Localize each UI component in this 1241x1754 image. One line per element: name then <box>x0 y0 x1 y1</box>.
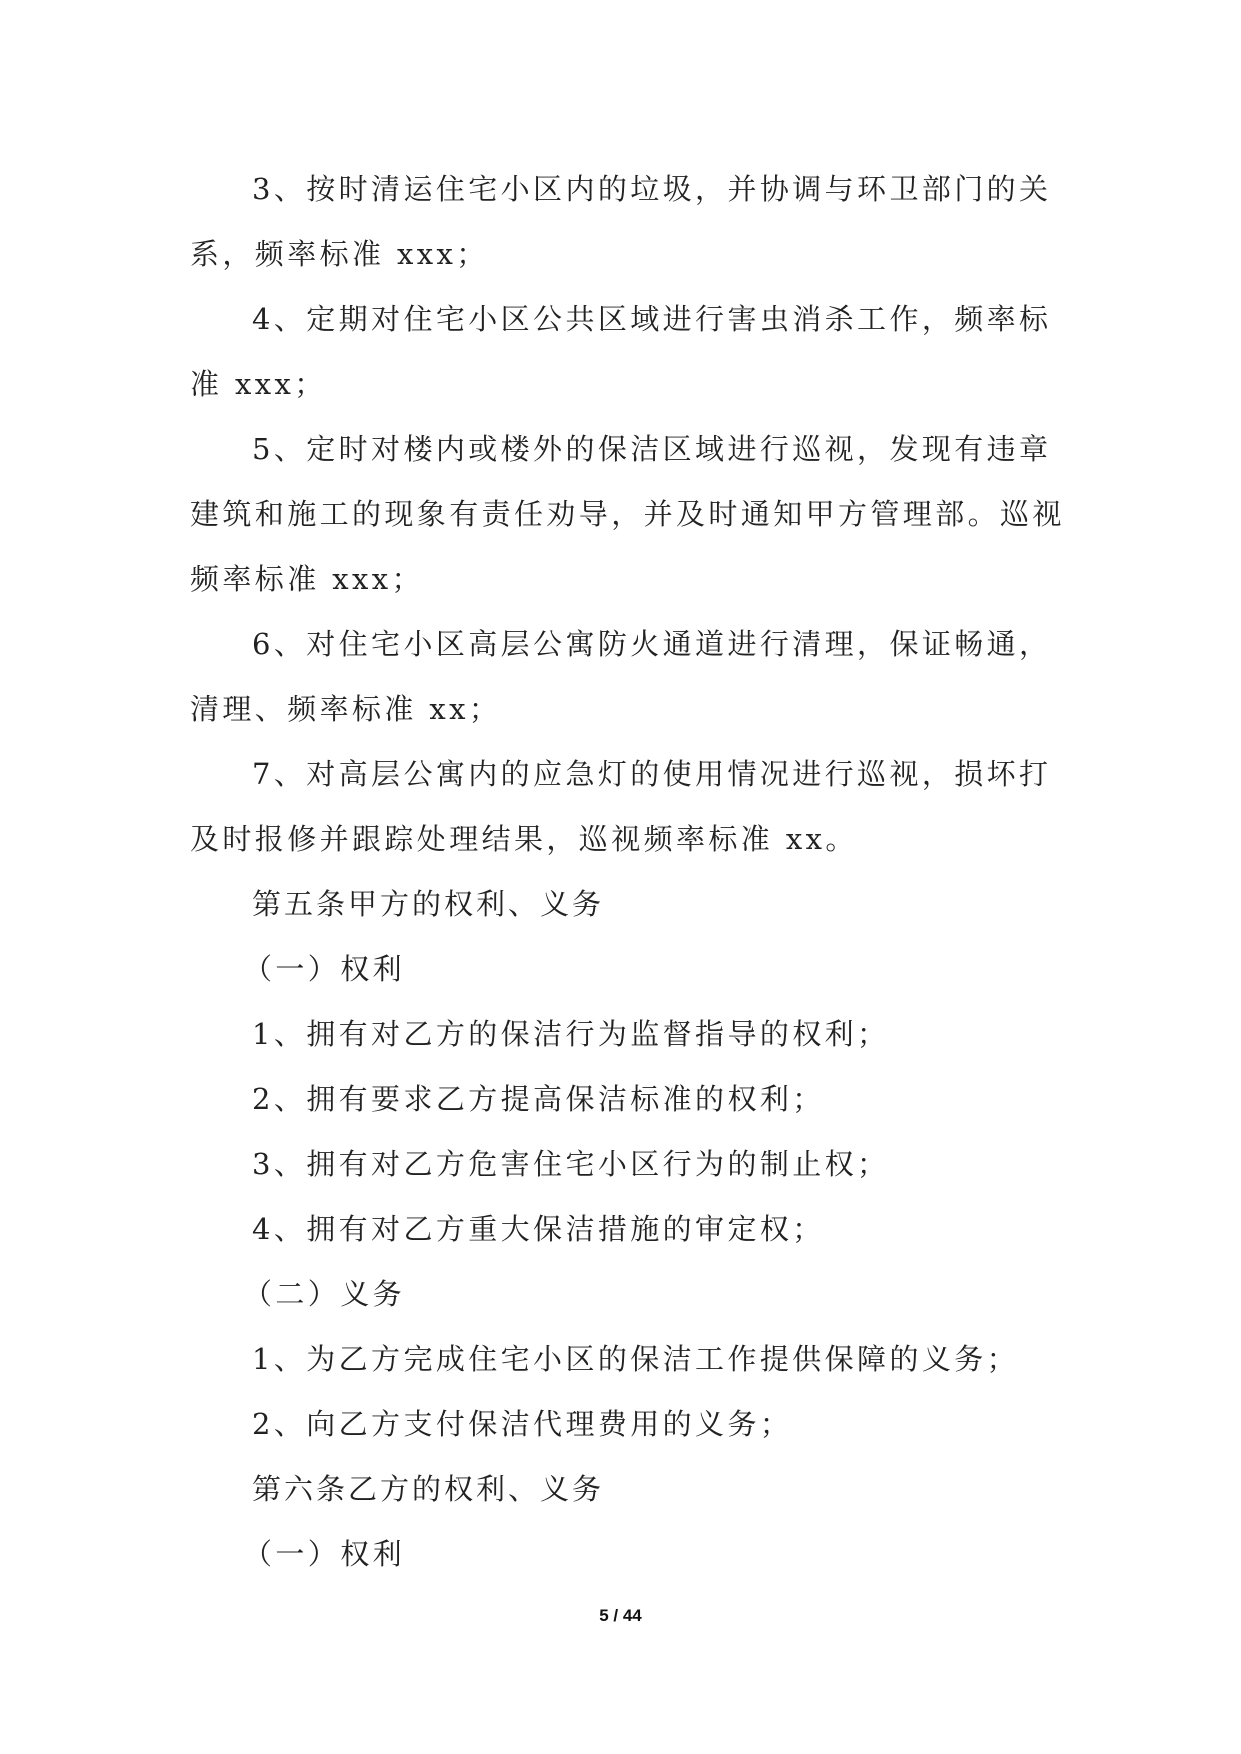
party-a-right-2: 2、拥有要求乙方提高保洁标准的权利； <box>252 1082 825 1116</box>
clause-item-3: 3、按时清运住宅小区内的垃圾，并协调与环卫部门的关系，频率标准 xxx； <box>190 172 1052 271</box>
party-a-obligation-2: 2、向乙方支付保洁代理费用的义务； <box>252 1407 793 1441</box>
party-a-obligation-1: 1、为乙方完成住宅小区的保洁工作提供保障的义务； <box>252 1342 1020 1376</box>
article-6-heading: 第六条乙方的权利、义务 <box>252 1472 605 1506</box>
clause-item-4: 4、定期对住宅小区公共区域进行害虫消杀工作，频率标准 xxx； <box>190 302 1052 401</box>
article-5-heading: 第五条甲方的权利、义务 <box>252 887 605 921</box>
clause-item-7: 7、对高层公寓内的应急灯的使用情况进行巡视，损坏打及时报修并跟踪处理结果，巡视频率标准 xx。 <box>190 757 1052 856</box>
party-a-rights-heading: （一）权利 <box>243 952 406 986</box>
party-a-obligations-heading: （二）义务 <box>243 1277 406 1311</box>
document-body <box>190 157 1070 1587</box>
clause-item-6: 6、对住宅小区高层公寓防火通道进行清理，保证畅通，清理、频率标准 xx； <box>190 627 1052 726</box>
party-a-right-4: 4、拥有对乙方重大保洁措施的审定权； <box>252 1212 825 1246</box>
clause-item-5: 5、定时对楼内或楼外的保洁区域进行巡视，发现有违章建筑和施工的现象有责任劝导，并及时通知甲方管理部。巡视频率标准 xxx； <box>190 432 1065 596</box>
party-b-rights-heading: （一）权利 <box>243 1537 406 1571</box>
party-a-right-3: 3、拥有对乙方危害住宅小区行为的制止权； <box>252 1147 890 1181</box>
party-a-right-1: 1、拥有对乙方的保洁行为监督指导的权利； <box>252 1017 890 1051</box>
page-number: 5 / 44 <box>599 1606 642 1625</box>
